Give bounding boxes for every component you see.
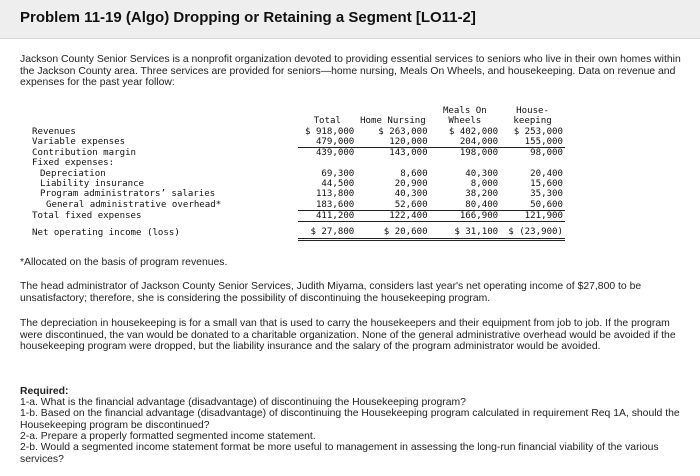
requirement-2a: 2-a. Prepare a properly formatted segmented income statement.	[20, 431, 316, 442]
row-variable-expenses: Variable expenses 479,000 120,000 204,000 155,000	[32, 136, 563, 148]
row-net-operating-income: Net operating income (loss) $ 27,800 $ 20,600 $ 31,100 $ (23,900)	[32, 227, 563, 239]
row-administrator-salaries: Program administrators’ salaries 113,800 40,300 38,200 35,300	[40, 189, 563, 200]
requirement-2b: 2-b. Would a segmented income statement format be more useful to management in assessing the long-run financial viability of the various services?	[20, 442, 659, 465]
row-total-fixed-expenses: Total fixed expenses 411,200 122,400 166,900 121,900	[32, 210, 563, 221]
col-total: Total	[313, 116, 341, 127]
table-header-row	[30, 106, 565, 127]
footnote: *Allocated on the basis of program revenues.	[20, 257, 228, 268]
paragraph-depreciation: The depreciation in housekeeping is for a small van that is used to carry the housekeepers and their equipment from job to job. If the program were discontinued, the van would be donated to a charitable organization. None of the general administrative overhead would be avoided if the housekeeping program were dropped, but the liability insurance and the salary of the program administrator would be avoided.	[20, 318, 676, 352]
col-housekeeping: House- keeping	[513, 106, 552, 127]
title-bar	[0, 0, 700, 39]
col-meals-on-wheels: Meals On Wheels	[442, 106, 487, 127]
requirement-1b: 1-b. Based on the financial advantage (disadvantage) of discontinuing the Housekeeping program calculated in requirement Req 1A, should the Housekeeping program be discontinued?	[20, 408, 680, 431]
row-contribution-margin: Contribution margin 439,000 143,000 198,000 98,000	[32, 147, 563, 159]
row-liability-insurance: Liability insurance 44,500 20,900 8,000 15,600	[40, 179, 563, 190]
financial-table	[30, 106, 565, 241]
income-statement-table	[30, 106, 565, 244]
row-depreciation: Depreciation 69,300 8,600 40,300 20,400	[40, 168, 563, 179]
intro-paragraph: Jackson County Senior Services is a nonprofit organization devoted to providing essential services to seniors who live in their own homes within the Jackson County area. Three services are provided for seniors—home nursing, Meals On Wheels, and housekeeping. Data on revenue and expenses for the past year follow:	[20, 54, 681, 88]
row-general-overhead: General administrative overhead* 183,600 52,600 80,400 50,600	[46, 199, 563, 210]
row-fixed-expenses-heading: Fixed expenses:	[32, 158, 115, 169]
page-title: Problem 11-19 (Algo) Dropping or Retaining a Segment [LO11-2]	[20, 9, 476, 26]
required-heading: Required:	[20, 386, 69, 397]
row-revenues: Revenues $ 918,000 $ 263,000 $ 402,000 $ 253,000	[32, 126, 563, 137]
requirement-1a: 1-a. What is the financial advantage (disadvantage) of discontinuing the Housekeeping program?	[20, 397, 466, 408]
paragraph-administrator: The head administrator of Jackson County Senior Services, Judith Miyama, considers last year's net operating income of $27,800 to be unsatisfactory; therefore, she is considering the possibility of discontinuing the housekeeping program.	[20, 281, 642, 304]
col-home-nursing: Home Nursing	[360, 116, 426, 127]
